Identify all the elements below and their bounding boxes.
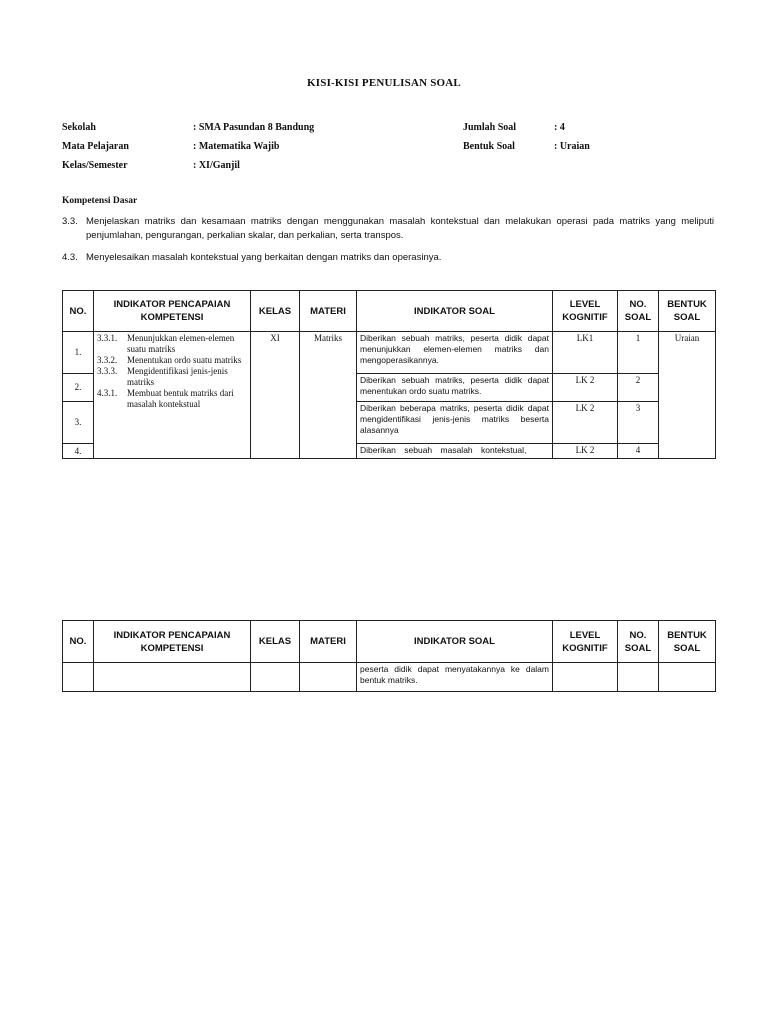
label-sekolah: Sekolah — [62, 122, 96, 133]
value-mata-pelajaran: : Matematika Wajib — [193, 141, 280, 152]
header-no-soal: NO. SOAL — [618, 621, 659, 663]
header-bentuk-soal: BENTUK SOAL — [659, 621, 716, 663]
value-bentuk-soal: : Uraian — [554, 141, 590, 152]
row-number — [63, 663, 94, 692]
indikator-soal-cell: peserta didik dapat menyatakannya ke dalam bentuk matriks. — [357, 663, 553, 692]
table-header-row — [63, 291, 716, 332]
table-row — [63, 332, 716, 374]
document-title: KISI-KISI PENULISAN SOAL — [307, 77, 461, 89]
bentuk-soal-cell — [659, 663, 716, 692]
header-indikator-pencapaian: INDIKATOR PENCAPAIAN KOMPETENSI — [94, 621, 251, 663]
header-bentuk-soal: BENTUK SOAL — [659, 291, 716, 332]
kisi-table — [62, 290, 716, 459]
no-soal-cell: 2 — [618, 374, 659, 402]
header-no-soal: NO. SOAL — [618, 291, 659, 332]
kompetensi-item — [62, 251, 714, 265]
kelas-cell: XI — [251, 332, 300, 459]
header-materi: MATERI — [300, 621, 357, 663]
ipk-item — [97, 333, 247, 355]
no-soal-cell: 3 — [618, 402, 659, 444]
header-level-kognitif: LEVEL KOGNITIF — [553, 621, 618, 663]
ipk-cell — [94, 332, 251, 459]
value-kelas-semester: : XI/Ganjil — [193, 160, 240, 171]
kisi-table-continued — [62, 620, 716, 692]
indikator-soal-cell: Diberikan sebuah masalah kontekstual, — [357, 444, 553, 459]
materi-cell: Matriks — [300, 332, 357, 459]
label-mata-pelajaran: Mata Pelajaran — [62, 141, 129, 152]
level-kognitif-cell: LK 2 — [553, 444, 618, 459]
kompetensi-number: 3.3. — [62, 216, 78, 227]
label-kelas-semester: Kelas/Semester — [62, 160, 128, 171]
ipk-code: 3.3.3. — [97, 366, 118, 376]
ipk-text: Membuat bentuk matriks dari masalah kontekstual — [127, 388, 234, 409]
ipk-code: 3.3.1. — [97, 333, 118, 343]
value-sekolah: : SMA Pasundan 8 Bandung — [193, 122, 315, 133]
no-soal-cell: 4 — [618, 444, 659, 459]
ipk-item — [97, 366, 247, 388]
level-kognitif-cell: LK 2 — [553, 402, 618, 444]
materi-cell — [300, 663, 357, 692]
level-kognitif-cell — [553, 663, 618, 692]
table-row — [63, 663, 716, 692]
header-no: NO. — [63, 291, 94, 332]
bentuk-soal-cell: Uraian — [659, 332, 716, 459]
indikator-soal-cell: Diberikan sebuah matriks, peserta didik dapat menunjukkan elemen-elemen matriks dan mengoperasikannya. — [357, 332, 553, 374]
header-indikator-pencapaian: INDIKATOR PENCAPAIAN KOMPETENSI — [94, 291, 251, 332]
no-soal-cell — [618, 663, 659, 692]
row-number: 4. — [63, 444, 94, 459]
ipk-code: 4.3.1. — [97, 388, 118, 398]
ipk-text: Menunjukkan elemen-elemen suatu matriks — [127, 333, 235, 354]
level-kognitif-cell: LK1 — [553, 332, 618, 374]
kompetensi-number: 4.3. — [62, 252, 78, 263]
header-no: NO. — [63, 621, 94, 663]
indikator-soal-cell: Diberikan sebuah matriks, peserta didik dapat menentukan ordo suatu matriks. — [357, 374, 553, 402]
table-header-row — [63, 621, 716, 663]
header-kelas: KELAS — [251, 291, 300, 332]
kelas-cell — [251, 663, 300, 692]
kompetensi-item — [62, 215, 714, 243]
label-jumlah-soal: Jumlah Soal — [463, 122, 517, 133]
ipk-text: Mengidentifikasi jenis-jenis matriks — [127, 366, 228, 387]
ipk-text: Menentukan ordo suatu matriks — [127, 355, 242, 365]
ipk-item — [97, 388, 247, 410]
row-number: 1. — [63, 332, 94, 374]
header-indikator-soal: INDIKATOR SOAL — [357, 291, 553, 332]
kompetensi-text: Menjelaskan matriks dan kesamaan matriks dengan menggunakan masalah kontekstual dan melakukan operasi pada matriks yang meliputi penjumlahan, pengurangan, perkalian skalar, dan perkalian, serta transpos. — [86, 216, 714, 241]
ipk-cell — [94, 663, 251, 692]
row-number: 2. — [63, 374, 94, 402]
label-bentuk-soal: Bentuk Soal — [463, 141, 515, 152]
ipk-item — [97, 355, 247, 366]
header-level-kognitif: LEVEL KOGNITIF — [553, 291, 618, 332]
row-number: 3. — [63, 402, 94, 444]
header-indikator-soal: INDIKATOR SOAL — [357, 621, 553, 663]
ipk-code: 3.3.2. — [97, 355, 118, 365]
kompetensi-text: Menyelesaikan masalah kontekstual yang berkaitan dengan matriks dan operasinya. — [86, 252, 442, 263]
no-soal-cell: 1 — [618, 332, 659, 374]
header-kelas: KELAS — [251, 621, 300, 663]
value-jumlah-soal: : 4 — [554, 122, 565, 133]
level-kognitif-cell: LK 2 — [553, 374, 618, 402]
kompetensi-dasar-title: Kompetensi Dasar — [62, 196, 138, 206]
header-materi: MATERI — [300, 291, 357, 332]
indikator-soal-cell: Diberikan beberapa matriks, peserta didik dapat mengidentifikasi jenis-jenis matriks beserta alasannya — [357, 402, 553, 444]
